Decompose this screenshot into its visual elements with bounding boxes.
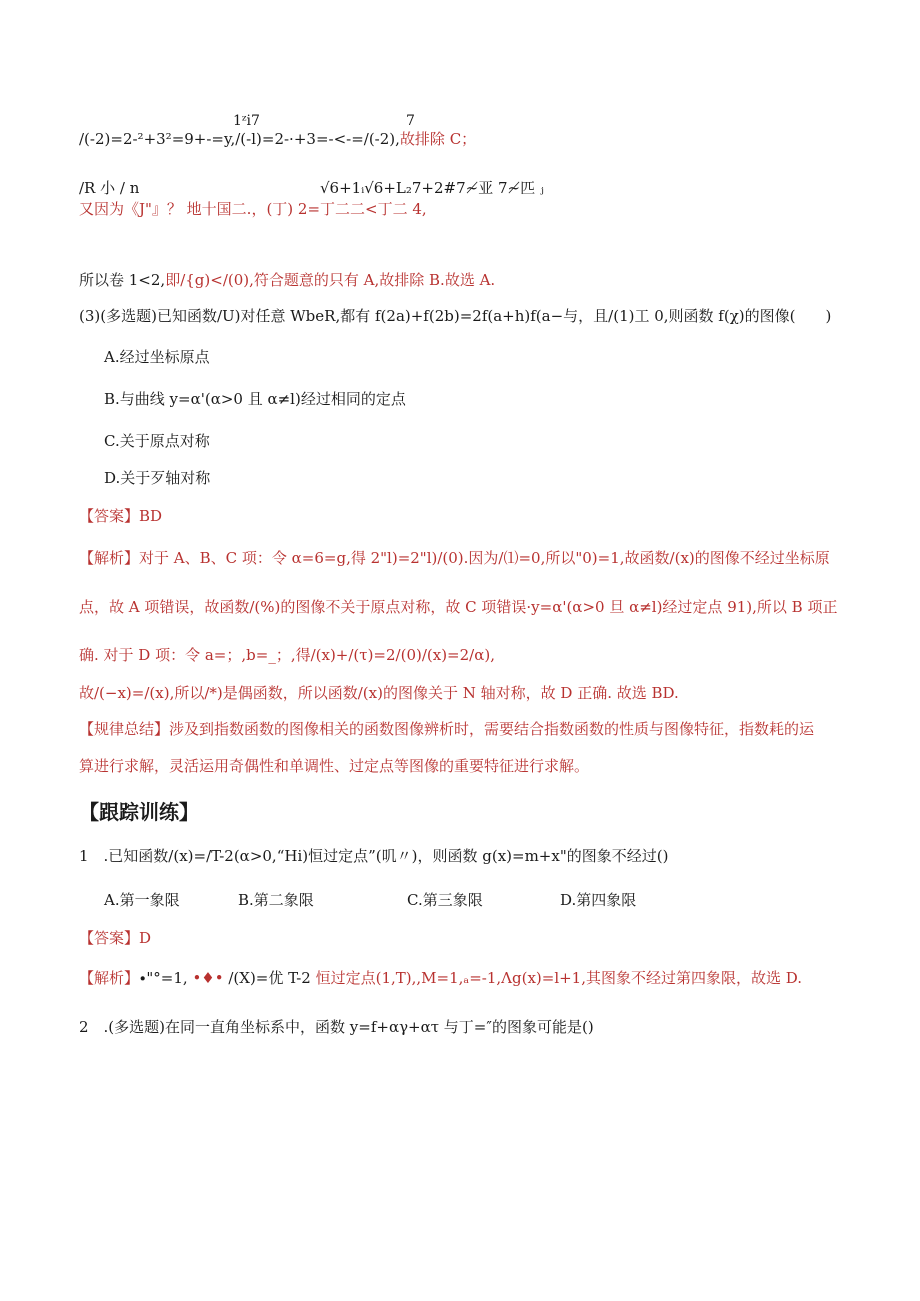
question-3-option-b: B.与曲线 y=α'(α>0 且 α≠l)经过相同的定点 [104,390,406,408]
analysis-2-tag: 【解析】 [79,969,140,987]
question-3-option-d: D.关于歹轴对称 [104,469,211,487]
analysis-2-text-2: /(X)=优 T-2 [228,969,311,987]
solution-line-2-left: /R 小 / n [79,179,140,197]
analysis-1-line-3: 确. 对于 D 项：令 a=；,b=_；,得/(x)+/(τ)=2/(0)/(x)=2/α), [79,646,495,664]
solution-line-2-right: √6+1ᵢ√6+L₂7+2#7≁亚 7≁匹 ⱼ [320,179,544,197]
answer-1-value: BD [139,507,163,525]
answer-2-tag: 【答案】 [79,929,140,947]
training-1-option-d: D.第四象限 [560,891,637,909]
answer-2 [79,928,151,948]
solution-line-4-text: 所以卷 1<2, [79,271,166,289]
section-title: 【跟踪训练】 [79,800,199,824]
analysis-2-symbols: •♦• [192,969,224,987]
solution-line-4-conclusion: 即/{g)</(0),符合题意的只有 A,故排除 B.故选 A. [165,271,496,289]
training-1-option-a: A.第一象限 [104,891,180,909]
formula-superscript-1: 1ᶻi7 [233,113,260,129]
solution-line-1-conclusion: 故排除 C； [399,130,477,148]
analysis-2 [79,968,802,988]
analysis-1-line-2: 点，故 A 项错误，故函数/(%)的图像不关于原点对称，故 C 项错误·y=α'(α>0 旦 α≠l)经过定点 91),所以 B 项正 [79,598,838,616]
solution-line-1 [79,129,476,149]
training-question-1: 1 .已知函数/(x)=/T-2(α>0,“Hi)恒过定点”(叽〃)，则函数 g(x)=m+x"的图象不经过() [79,847,669,865]
question-3-option-a: A.经过坐标原点 [104,348,210,366]
analysis-2-text-1: ∙"°=1, [139,969,188,987]
question-3: (3)(多选题)已知函数/U)对任意 WbeR,都有 f(2a)+f(2b)=2f(a+h)f(a−与，且/(1)工 0,则函数 f(χ)的图像( ) [79,307,832,325]
rule-summary-text-1: 涉及到指数函数的图像相关的函数图像辨析时，需要结合指数函数的性质与图像特征，指数耗的运 [169,720,815,738]
answer-1 [79,506,162,526]
answer-1-tag: 【答案】 [79,507,140,525]
answer-2-value: D [139,929,152,947]
analysis-1-tag: 【解析】 [79,549,140,567]
rule-summary-line-2: 算进行求解，灵活运用奇偶性和单调性、过定点等图像的重要特征进行求解。 [79,757,590,775]
training-1-option-b: B.第二象限 [238,891,314,909]
analysis-2-conclusion: 恒过定点(1,T),,M=1,ₐ=-1,Λg(x)=l+1,其图象不经过第四象限，故选 D. [315,969,803,987]
training-question-2: 2 .(多选题)在同一直角坐标系中，函数 y=f+αγ+ατ 与丁=″的图象可能是() [79,1018,594,1036]
analysis-1-text-1: 对于 A、B、C 项：令 α=6=g,得 2"l)=2"l)/(0).因为/⑴=0,所以"0)=1,故函数/(x)的图像不经过坐标原 [139,549,830,567]
solution-line-3: 又因为《J"』？ 地十国二.，(丁) 2=丁二二<丁二 4, [79,200,427,218]
solution-line-4 [79,270,495,290]
analysis-1-line-4: 故/(−x)=/(x),所以/*)是偶函数，所以函数/(x)的图像关于 N 轴对称，故 D 正确. 故选 BD. [79,684,679,702]
rule-summary-line-1 [79,719,814,739]
training-1-option-c: C.第三象限 [407,891,483,909]
formula-superscript-2: 7 [406,113,415,129]
rule-summary-tag: 【规律总结】 [79,720,170,738]
question-3-option-c: C.关于原点对称 [104,432,210,450]
analysis-1-line-1 [79,548,830,568]
solution-line-1-text: /(-2)=2-²+3²=9+-=y,/(-l)=2-·+3=-<-=/(-2), [79,130,400,148]
